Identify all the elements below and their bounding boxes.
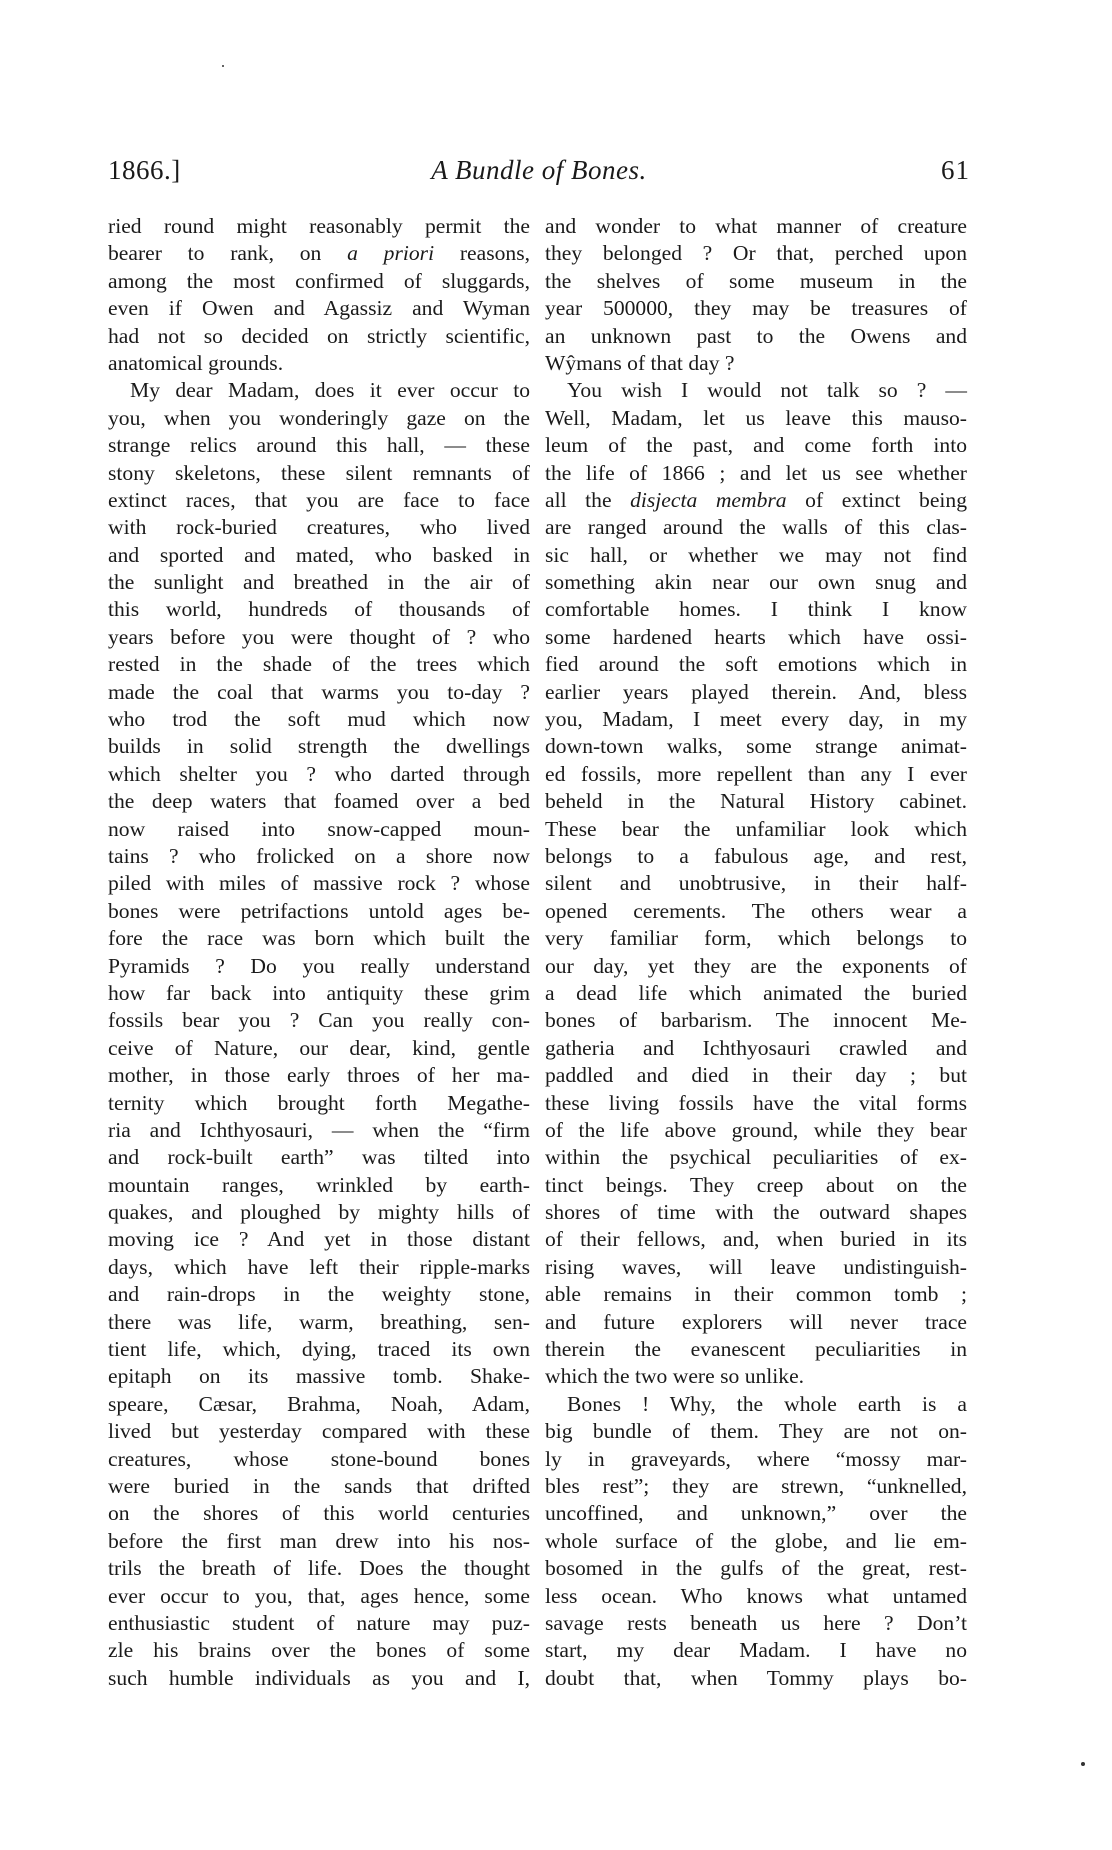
text-line: speare, Cæsar, Brahma, Noah, Adam, [108, 1391, 530, 1416]
italic-phrase: a priori [347, 241, 435, 266]
text-line: shores of time with the outward shapes [545, 1200, 967, 1225]
text-line: leum of the past, and come forth into [545, 433, 967, 458]
text-line: something akin near our own snug and [545, 570, 967, 595]
text-line: which shelter you ? who darted through [108, 761, 530, 786]
text-line: comfortable homes. I think I know [545, 597, 967, 622]
text-line: tient life, which, dying, traced its own [108, 1337, 530, 1362]
text-line: sic hall, or whether we may not find [545, 542, 967, 567]
text-line: were buried in the sands that drifted [108, 1473, 530, 1498]
text-line: the deep waters that foamed over a bed [108, 789, 530, 814]
text-line: belongs to a fabulous age, and rest, [545, 843, 967, 868]
text-line: extinct races, that you are face to face [108, 487, 530, 512]
text-line: ternity which brought forth Megathe- [108, 1090, 530, 1115]
text-line: they belonged ? Or that, perched upon [545, 241, 967, 266]
text-line: anatomical grounds. [108, 350, 284, 375]
scan-speck [222, 65, 224, 67]
text-fragment: bearer to rank, on [108, 241, 348, 266]
text-line: These bear the unfamiliar look which [545, 816, 967, 841]
text-line: fore the race was born which built the [108, 926, 530, 951]
text-line: how far back into antiquity these grim [108, 980, 530, 1005]
text-line: ever occur to you, that, ages hence, some [108, 1583, 530, 1608]
text-line: the sunlight and breathed in the air of [108, 570, 530, 595]
text-line: bosomed in the gulfs of the great, rest- [545, 1556, 967, 1581]
text-line: savage rests beneath us here ? Don’t [545, 1610, 967, 1635]
text-line: beheld in the Natural History cabinet. [545, 789, 967, 814]
text-line: years before you were thought of ? who [108, 624, 530, 649]
text-line: which the two were so unlike. [545, 1364, 805, 1389]
text-line: able remains in their common tomb ; [545, 1282, 967, 1307]
text-line: tinct beings. They creep about on the [545, 1172, 967, 1197]
text-line: and sported and mated, who basked in [108, 542, 530, 567]
text-line: earlier years played therein. And, bless [545, 679, 967, 704]
text-line: paddled and died in their day ; but [545, 1063, 967, 1088]
text-line: and rain-drops in the weighty stone, [108, 1282, 530, 1307]
page-number: 61 [941, 155, 970, 185]
text-line: you, when you wonderingly gaze on the [108, 405, 530, 430]
text-line: year 500000, they may be treasures of [545, 296, 967, 321]
text-line: builds in solid strength the dwellings [108, 734, 530, 759]
text-line: the shelves of some museum in the [545, 268, 967, 293]
text-line: a dead life which animated the buried [545, 980, 967, 1005]
text-line: of their fellows, and, when buried in its [545, 1227, 967, 1252]
text-line: zle his brains over the bones of some [108, 1638, 530, 1663]
text-line: before the first man drew into his nos- [108, 1528, 530, 1553]
text-line: now raised into snow-capped moun- [108, 816, 530, 841]
scan-speck [1081, 1762, 1085, 1766]
text-line: among the most confirmed of sluggards, [108, 268, 530, 293]
text-line: start, my dear Madam. I have no [545, 1638, 967, 1663]
running-header [108, 155, 970, 195]
text-line: rising waves, will leave undistinguish- [545, 1254, 967, 1279]
text-line: creatures, whose stone-bound bones [108, 1446, 530, 1471]
text-line: ried round might reasonably permit the [108, 214, 530, 238]
text-line: uncoffined, and unknown,” over the [545, 1501, 967, 1526]
text-line [545, 487, 967, 514]
text-line: made the coal that warms you to-day ? [108, 679, 530, 704]
text-column-right [545, 213, 967, 1692]
text-line: even if Owen and Agassiz and Wyman [108, 296, 530, 321]
text-line: days, which have left their ripple-marks [108, 1254, 530, 1279]
text-line: you, Madam, I meet every day, in my [545, 707, 967, 732]
text-line: with rock-buried creatures, who lived [108, 515, 530, 540]
text-line: quakes, and ploughed by mighty hills of [108, 1200, 530, 1225]
text-fragment: all the [545, 487, 631, 512]
text-line: enthusiastic student of nature may puz- [108, 1610, 530, 1635]
text-line: had not so decided on strictly scientific, [108, 323, 530, 348]
text-line: Well, Madam, let us leave this mauso- [545, 405, 967, 430]
text-line: are ranged around the walls of this clas- [545, 515, 967, 540]
text-line: of the life above ground, while they bear [545, 1117, 967, 1142]
text-line: ria and Ichthyosauri, — when the “firm [108, 1117, 530, 1142]
text-line: within the psychical peculiarities of ex- [545, 1145, 967, 1170]
text-line: rested in the shade of the trees which [108, 652, 530, 677]
text-line: on the shores of this world centuries [108, 1501, 530, 1526]
text-fragment: reasons, [434, 241, 530, 266]
text-line: our day, yet they are the exponents of [545, 953, 967, 978]
text-line [108, 240, 530, 267]
text-line: mother, in those early throes of her ma- [108, 1063, 530, 1088]
text-line: Wŷmans of that day ? [545, 350, 735, 375]
text-line: ceive of Nature, our dear, kind, gentle [108, 1035, 530, 1060]
text-line: fied around the soft emotions which in [545, 652, 967, 677]
text-line: and wonder to what manner of creature [545, 214, 967, 238]
text-line: who trod the soft mud which now [108, 707, 530, 732]
text-line: piled with miles of massive rock ? whose [108, 871, 530, 896]
text-line: these living fossils have the vital forms [545, 1090, 967, 1115]
text-line: there was life, warm, breathing, sen- [108, 1309, 530, 1334]
text-line: bles rest”; they are strewn, “unknelled, [545, 1473, 967, 1498]
text-line: stony skeletons, these silent remnants of [108, 460, 530, 485]
text-line: ly in graveyards, where “mossy mar- [545, 1446, 967, 1471]
text-line: some hardened hearts which have ossi- [545, 624, 967, 649]
text-line: epitaph on its massive tomb. Shake- [108, 1364, 530, 1389]
italic-phrase: disjecta membra [630, 487, 787, 512]
text-line: lived but yesterday compared with these [108, 1419, 530, 1444]
text-line: bones of barbarism. The innocent Me- [545, 1008, 967, 1033]
header-year: 1866.] [108, 155, 181, 185]
text-line: opened cerements. The others wear a [545, 898, 967, 923]
text-line: gatheria and Ichthyosauri crawled and [545, 1035, 967, 1060]
text-line: this world, hundreds of thousands of [108, 597, 530, 622]
text-line: whole surface of the globe, and lie em- [545, 1528, 967, 1553]
text-line: down-town walks, some strange animat- [545, 734, 967, 759]
text-line: doubt that, when Tommy plays bo- [545, 1665, 967, 1690]
text-line: such humble individuals as you and I, [108, 1665, 530, 1690]
text-line: ed fossils, more repellent than any I ever [545, 761, 967, 786]
text-line: tains ? who frolicked on a shore now [108, 843, 530, 868]
text-line: fossils bear you ? Can you really con- [108, 1008, 530, 1033]
text-line: and future explorers will never trace [545, 1309, 967, 1334]
text-line: and rock-built earth” was tilted into [108, 1145, 530, 1170]
text-line: You wish I would not talk so ? — [567, 378, 967, 403]
text-line: big bundle of them. They are not on- [545, 1419, 967, 1444]
text-line: very familiar form, which belongs to [545, 926, 967, 951]
text-line: moving ice ? And yet in those distant [108, 1227, 530, 1252]
text-line: trils the breath of life. Does the thought [108, 1556, 530, 1581]
text-line: bones were petrifactions untold ages be- [108, 898, 530, 923]
text-line: mountain ranges, wrinkled by earth- [108, 1172, 530, 1197]
text-fragment: of extinct being [786, 487, 967, 512]
text-line: therein the evanescent peculiarities in [545, 1337, 967, 1362]
text-column-left [108, 213, 530, 1692]
text-line: less ocean. Who knows what untamed [545, 1583, 967, 1608]
text-line: Pyramids ? Do you really understand [108, 953, 530, 978]
text-line: silent and unobtrusive, in their half- [545, 871, 967, 896]
text-line: Bones ! Why, the whole earth is a [567, 1391, 967, 1416]
text-line: an unknown past to the Owens and [545, 323, 967, 348]
text-line: My dear Madam, does it ever occur to [130, 378, 530, 403]
text-line: strange relics around this hall, — these [108, 433, 530, 458]
text-line: the life of 1866 ; and let us see whether [545, 460, 967, 485]
article-title: A Bundle of Bones. [431, 155, 647, 185]
